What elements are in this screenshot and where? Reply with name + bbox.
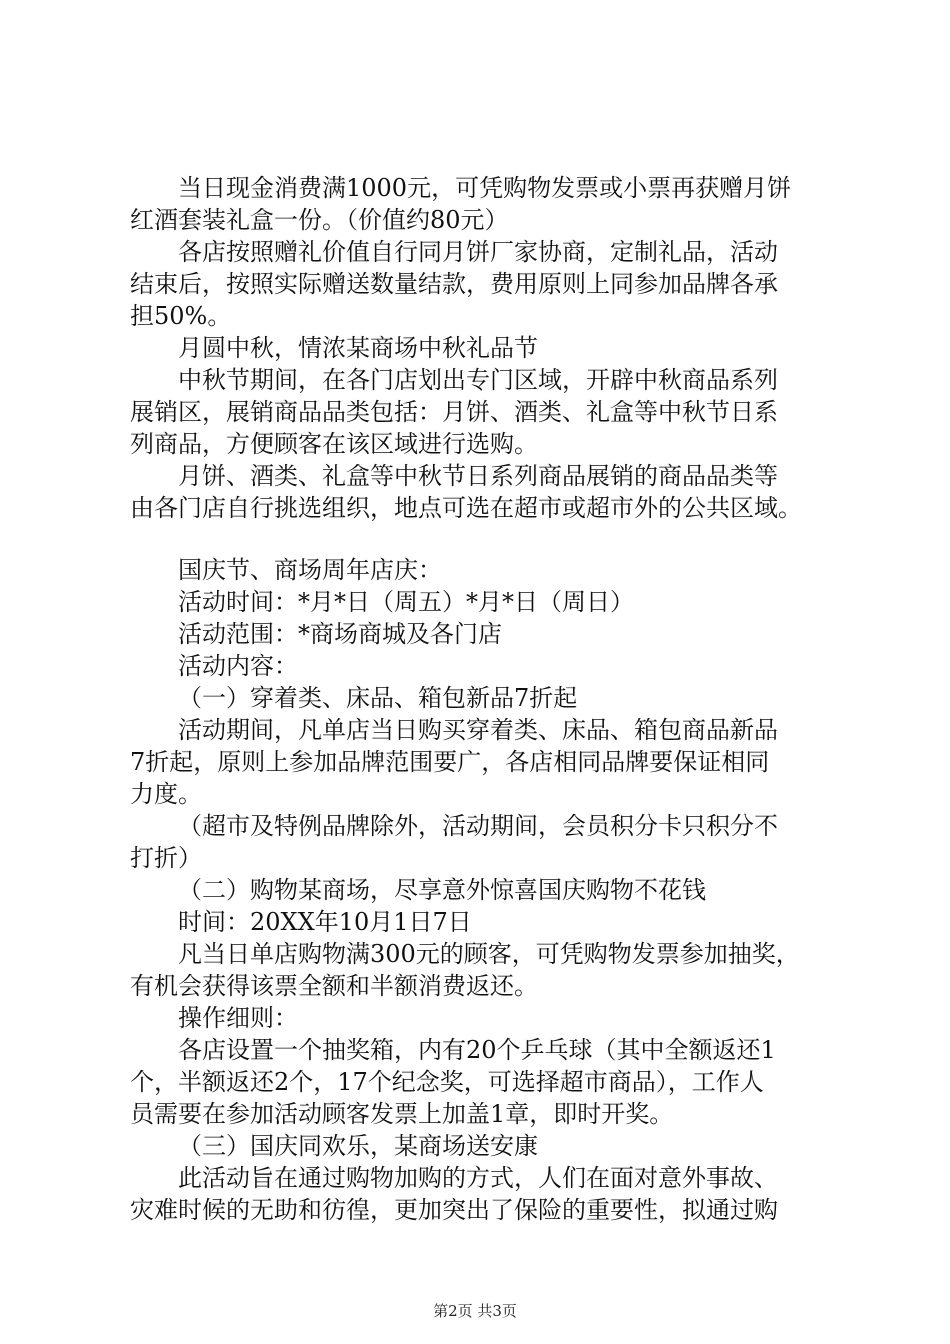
paragraph-line: 展销区，展销商品品类包括：月饼、酒类、礼盒等中秋节日系 <box>130 398 778 426</box>
paragraph-line: 活动范围：*商场商城及各门店 <box>178 620 502 648</box>
paragraph-line: 有机会获得该票全额和半额消费返还。 <box>130 972 538 1000</box>
paragraph-line: 月饼、酒类、礼盒等中秋节日系列商品展销的商品品类等 <box>178 462 778 490</box>
paragraph-gap <box>130 524 850 554</box>
paragraph-line: 凡当日单店购物满300元的顾客，可凭购物发票参加抽奖， <box>178 940 800 968</box>
document-body <box>130 172 850 1226</box>
subsection-heading: （一）穿着类、床品、箱包新品7折起 <box>178 684 578 712</box>
paragraph-line: 时间：20XX年10月1日7日 <box>178 908 472 936</box>
paragraph-line: 打折） <box>130 844 202 872</box>
paragraph-line: 操作细则： <box>178 1004 298 1032</box>
paragraph-line: 个，半额返还2个，17个纪念奖，可选择超市商品），工作人 <box>130 1068 764 1096</box>
subsection-heading: （三）国庆同欢乐，某商场送安康 <box>178 1132 538 1160</box>
paragraph-line: 力度。 <box>130 780 202 808</box>
paragraph-line: 此活动旨在通过购物加购的方式，人们在面对意外事故、 <box>178 1164 778 1192</box>
paragraph-line: 由各门店自行挑选组织，地点可选在超市或超市外的公共区域。 <box>130 494 802 522</box>
paragraph-line: 灾难时候的无助和彷徨，更加突出了保险的重要性，拟通过购 <box>130 1196 778 1224</box>
paragraph-line: 员需要在参加活动顾客发票上加盖1章，即时开奖。 <box>130 1100 674 1128</box>
subsection-heading: （二）购物某商场，尽享意外惊喜国庆购物不花钱 <box>178 876 706 904</box>
paragraph-line: 列商品，方便顾客在该区域进行选购。 <box>130 430 538 458</box>
paragraph-line: 结束后，按照实际赠送数量结款，费用原则上同参加品牌各承 <box>130 270 778 298</box>
paragraph-line: （超市及特例品牌除外，活动期间，会员积分卡只积分不 <box>178 812 778 840</box>
page-number-footer: 第2页 共3页 <box>433 1302 517 1320</box>
paragraph-line: 活动时间：*月*日（周五）*月*日（周日） <box>178 588 634 616</box>
paragraph-line: 各店设置一个抽奖箱，内有20个乒乓球（其中全额返还1 <box>178 1036 776 1064</box>
paragraph-line: 当日现金消费满1000元，可凭购物发票或小票再获赠月饼 <box>178 174 792 202</box>
section-heading: 国庆节、商场周年店庆： <box>178 556 442 584</box>
section-heading: 月圆中秋，情浓某商场中秋礼品节 <box>178 334 538 362</box>
paragraph-line: 各店按照赠礼价值自行同月饼厂家协商，定制礼品，活动 <box>178 238 778 266</box>
paragraph-line: 活动内容： <box>178 652 298 680</box>
paragraph-line: 7折起，原则上参加品牌范围要广，各店相同品牌要保证相同 <box>130 748 770 776</box>
paragraph-line: 担50%。 <box>130 302 232 330</box>
paragraph-line: 中秋节期间，在各门店划出专门区域，开辟中秋商品系列 <box>178 366 778 394</box>
paragraph-line: 活动期间，凡单店当日购买穿着类、床品、箱包商品新品 <box>178 716 778 744</box>
paragraph-line: 红酒套装礼盒一份。（价值约80元） <box>130 206 509 234</box>
